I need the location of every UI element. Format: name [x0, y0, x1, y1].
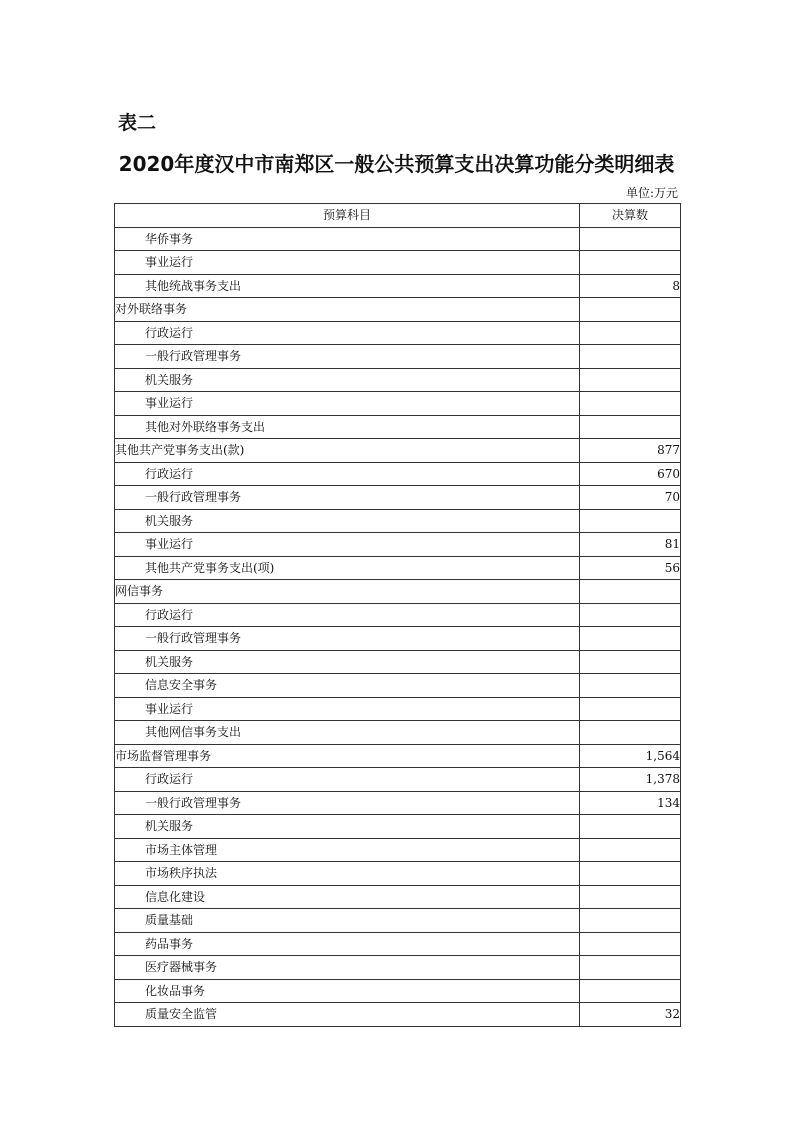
final-amount-cell: [580, 956, 681, 980]
final-amount-cell: [580, 368, 681, 392]
table-row: [115, 486, 681, 510]
table-row: [115, 838, 681, 862]
table-row: [115, 932, 681, 956]
table-row: [115, 321, 681, 345]
budget-item-cell: 质量安全监管: [115, 1003, 580, 1027]
header-budget-item: 预算科目: [115, 204, 580, 228]
unit-label: 单位:万元: [625, 186, 678, 200]
final-amount-cell: [580, 932, 681, 956]
budget-item-cell: 一般行政管理事务: [115, 627, 580, 651]
final-amount-cell: 1,378: [580, 768, 681, 792]
budget-item-cell: 市场监督管理事务: [115, 744, 580, 768]
budget-item-cell: 机关服务: [115, 368, 580, 392]
budget-item-cell: 信息安全事务: [115, 674, 580, 698]
table-row: [115, 909, 681, 933]
table-row: [115, 862, 681, 886]
budget-item-cell: 一般行政管理事务: [115, 345, 580, 369]
table-row: [115, 392, 681, 416]
final-amount-cell: [580, 509, 681, 533]
table-row: [115, 556, 681, 580]
table-row: [115, 415, 681, 439]
budget-item-cell: 行政运行: [115, 462, 580, 486]
final-amount-cell: 70: [580, 486, 681, 510]
table-row: [115, 298, 681, 322]
final-amount-cell: [580, 815, 681, 839]
table-row: [115, 462, 681, 486]
final-amount-cell: [580, 580, 681, 604]
final-amount-cell: [580, 909, 681, 933]
table-label: 表二: [118, 112, 157, 134]
budget-item-cell: 市场秩序执法: [115, 862, 580, 886]
table-row: [115, 744, 681, 768]
table-row: [115, 721, 681, 745]
final-amount-cell: [580, 697, 681, 721]
final-amount-cell: [580, 415, 681, 439]
table-row: [115, 791, 681, 815]
budget-item-cell: 行政运行: [115, 321, 580, 345]
table-row: [115, 274, 681, 298]
final-amount-cell: [580, 650, 681, 674]
table-row: [115, 368, 681, 392]
table-row: [115, 533, 681, 557]
table-row: [115, 979, 681, 1003]
final-amount-cell: [580, 979, 681, 1003]
final-amount-cell: [580, 862, 681, 886]
budget-item-cell: 机关服务: [115, 509, 580, 533]
budget-item-cell: 事业运行: [115, 251, 580, 275]
budget-item-cell: 化妆品事务: [115, 979, 580, 1003]
page-title: 2020年度汉中市南郑区一般公共预算支出决算功能分类明细表: [118, 152, 675, 176]
final-amount-cell: [580, 392, 681, 416]
budget-table: [114, 203, 681, 1027]
table-row: [115, 509, 681, 533]
final-amount-cell: 56: [580, 556, 681, 580]
table-row: [115, 627, 681, 651]
table-row: [115, 580, 681, 604]
table-row: [115, 603, 681, 627]
table-row: [115, 227, 681, 251]
budget-item-cell: 其他对外联络事务支出: [115, 415, 580, 439]
table-row: [115, 1003, 681, 1027]
final-amount-cell: [580, 227, 681, 251]
table-row: [115, 345, 681, 369]
budget-item-cell: 华侨事务: [115, 227, 580, 251]
budget-item-cell: 其他共产党事务支出(项): [115, 556, 580, 580]
table-row: [115, 956, 681, 980]
final-amount-cell: 81: [580, 533, 681, 557]
budget-item-cell: 其他共产党事务支出(款): [115, 439, 580, 463]
table-row: [115, 439, 681, 463]
final-amount-cell: [580, 721, 681, 745]
table-row: [115, 674, 681, 698]
budget-item-cell: 其他统战事务支出: [115, 274, 580, 298]
budget-item-cell: 一般行政管理事务: [115, 486, 580, 510]
budget-item-cell: 机关服务: [115, 815, 580, 839]
budget-item-cell: 事业运行: [115, 392, 580, 416]
final-amount-cell: [580, 838, 681, 862]
final-amount-cell: [580, 298, 681, 322]
final-amount-cell: [580, 345, 681, 369]
table-row: [115, 768, 681, 792]
final-amount-cell: [580, 885, 681, 909]
budget-item-cell: 医疗器械事务: [115, 956, 580, 980]
budget-item-cell: 对外联络事务: [115, 298, 580, 322]
budget-item-cell: 市场主体管理: [115, 838, 580, 862]
budget-item-cell: 其他网信事务支出: [115, 721, 580, 745]
budget-item-cell: 事业运行: [115, 533, 580, 557]
final-amount-cell: 8: [580, 274, 681, 298]
final-amount-cell: 877: [580, 439, 681, 463]
final-amount-cell: 32: [580, 1003, 681, 1027]
budget-item-cell: 质量基础: [115, 909, 580, 933]
budget-item-cell: 信息化建设: [115, 885, 580, 909]
budget-item-cell: 机关服务: [115, 650, 580, 674]
budget-item-cell: 行政运行: [115, 603, 580, 627]
budget-item-cell: 一般行政管理事务: [115, 791, 580, 815]
final-amount-cell: [580, 251, 681, 275]
table-row: [115, 251, 681, 275]
final-amount-cell: [580, 674, 681, 698]
budget-item-cell: 行政运行: [115, 768, 580, 792]
budget-item-cell: 事业运行: [115, 697, 580, 721]
final-amount-cell: 1,564: [580, 744, 681, 768]
final-amount-cell: [580, 603, 681, 627]
budget-item-cell: 药品事务: [115, 932, 580, 956]
final-amount-cell: 670: [580, 462, 681, 486]
budget-item-cell: 网信事务: [115, 580, 580, 604]
table-row: [115, 697, 681, 721]
table-header-row: [115, 204, 681, 228]
final-amount-cell: [580, 321, 681, 345]
final-amount-cell: 134: [580, 791, 681, 815]
final-amount-cell: [580, 627, 681, 651]
table-row: [115, 650, 681, 674]
table-row: [115, 815, 681, 839]
table-row: [115, 885, 681, 909]
header-final-amount: 决算数: [580, 204, 681, 228]
